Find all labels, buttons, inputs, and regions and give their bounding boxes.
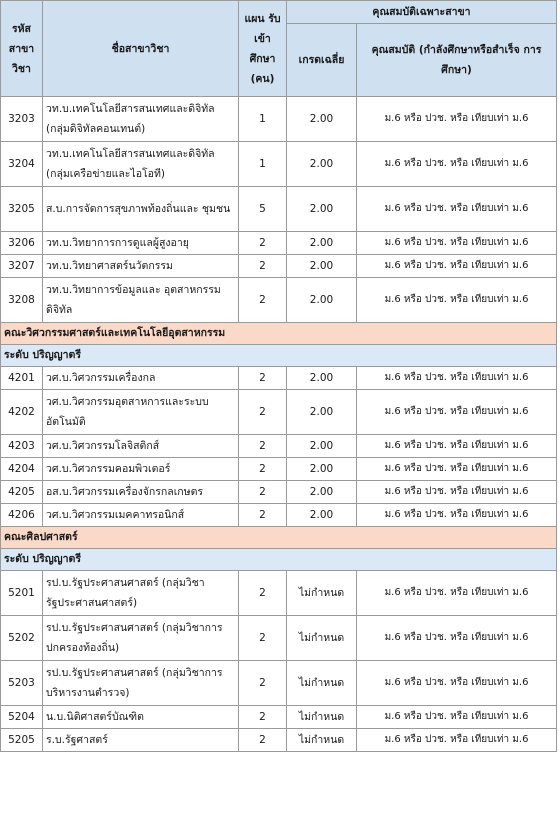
- program-code-cell: 3205: [1, 187, 43, 232]
- plan-cell: 2: [239, 232, 287, 255]
- faculty-label: คณะวิศวกรรมศาสตร์และเทคโนโลยีอุตสาหกรรม: [1, 323, 557, 345]
- program-code-cell: 3207: [1, 255, 43, 278]
- gpa-cell: 2.00: [287, 390, 357, 435]
- qualification-cell: ม.6 หรือ ปวช. หรือ เทียบเท่า ม.6: [357, 142, 557, 187]
- header-code: รหัส สาขา วิชา: [1, 1, 43, 97]
- program-name-cell: วศ.บ.วิศวกรรมเครื่องกล: [43, 367, 239, 390]
- table-row: [1, 458, 557, 481]
- gpa-cell: 2.00: [287, 97, 357, 142]
- qualification-cell: ม.6 หรือ ปวช. หรือ เทียบเท่า ม.6: [357, 706, 557, 729]
- plan-cell: 5: [239, 187, 287, 232]
- header-qual-detail: คุณสมบัติ (กำลังศึกษาหรือสำเร็จ การศึกษา): [357, 24, 557, 97]
- level-label: ระดับ ปริญญาตรี: [1, 549, 557, 571]
- table-row: [1, 435, 557, 458]
- plan-cell: 2: [239, 458, 287, 481]
- gpa-cell: 2.00: [287, 367, 357, 390]
- header-qualifications: คุณสมบัติเฉพาะสาขา: [287, 1, 557, 24]
- table-row: [1, 481, 557, 504]
- program-name-cell: วท.บ.เทคโนโลยีสารสนเทศและดิจิทัล (กลุ่มดิจิทัลคอนเทนต์): [43, 97, 239, 142]
- qualification-cell: ม.6 หรือ ปวช. หรือ เทียบเท่า ม.6: [357, 435, 557, 458]
- qualification-cell: ม.6 หรือ ปวช. หรือ เทียบเท่า ม.6: [357, 232, 557, 255]
- program-name-cell: น.บ.นิติศาสตร์บัณฑิต: [43, 706, 239, 729]
- table-row: [1, 142, 557, 187]
- plan-cell: 2: [239, 390, 287, 435]
- program-code-cell: 3204: [1, 142, 43, 187]
- plan-cell: 1: [239, 142, 287, 187]
- program-name-cell: วศ.บ.วิศวกรรมโลจิสติกส์: [43, 435, 239, 458]
- qualification-cell: ม.6 หรือ ปวช. หรือ เทียบเท่า ม.6: [357, 187, 557, 232]
- program-code-cell: 4201: [1, 367, 43, 390]
- faculty-row: [1, 323, 557, 345]
- program-code-cell: 5204: [1, 706, 43, 729]
- gpa-cell: 2.00: [287, 187, 357, 232]
- gpa-cell: ไม่กำหนด: [287, 616, 357, 661]
- gpa-cell: 2.00: [287, 458, 357, 481]
- program-code-cell: 3203: [1, 97, 43, 142]
- level-row: [1, 549, 557, 571]
- program-name-cell: วท.บ.เทคโนโลยีสารสนเทศและดิจิทัล (กลุ่มเครือข่ายและไอโอที): [43, 142, 239, 187]
- program-name-cell: วศ.บ.วิศวกรรมเมคคาทรอนิกส์: [43, 504, 239, 527]
- gpa-cell: ไม่กำหนด: [287, 706, 357, 729]
- qualification-cell: ม.6 หรือ ปวช. หรือ เทียบเท่า ม.6: [357, 504, 557, 527]
- plan-cell: 2: [239, 504, 287, 527]
- program-name-cell: ร.บ.รัฐศาสตร์: [43, 729, 239, 752]
- gpa-cell: ไม่กำหนด: [287, 571, 357, 616]
- program-code-cell: 4205: [1, 481, 43, 504]
- program-name-cell: อส.บ.วิศวกรรมเครื่องจักรกลเกษตร: [43, 481, 239, 504]
- header-gpa: เกรดเฉลี่ย: [287, 24, 357, 97]
- gpa-cell: 2.00: [287, 435, 357, 458]
- table-row: [1, 232, 557, 255]
- table-row: [1, 661, 557, 706]
- program-code-cell: 3206: [1, 232, 43, 255]
- qualification-cell: ม.6 หรือ ปวช. หรือ เทียบเท่า ม.6: [357, 255, 557, 278]
- program-code-cell: 5205: [1, 729, 43, 752]
- table-row: [1, 97, 557, 142]
- plan-cell: 2: [239, 435, 287, 458]
- plan-cell: 2: [239, 367, 287, 390]
- program-name-cell: วท.บ.วิทยาการข้อมูลและ อุตสาหกรรมดิจิทัล: [43, 278, 239, 323]
- plan-cell: 2: [239, 481, 287, 504]
- qualification-cell: ม.6 หรือ ปวช. หรือ เทียบเท่า ม.6: [357, 458, 557, 481]
- plan-cell: 2: [239, 661, 287, 706]
- program-name-cell: วศ.บ.วิศวกรรมอุตสาหการและระบบ อัตโนมัติ: [43, 390, 239, 435]
- gpa-cell: 2.00: [287, 278, 357, 323]
- program-name-cell: วท.บ.วิทยาการการดูแลผู้สูงอายุ: [43, 232, 239, 255]
- program-code-cell: 3208: [1, 278, 43, 323]
- qualification-cell: ม.6 หรือ ปวช. หรือ เทียบเท่า ม.6: [357, 571, 557, 616]
- plan-cell: 2: [239, 729, 287, 752]
- qualification-cell: ม.6 หรือ ปวช. หรือ เทียบเท่า ม.6: [357, 481, 557, 504]
- gpa-cell: 2.00: [287, 232, 357, 255]
- plan-cell: 1: [239, 97, 287, 142]
- table-row: [1, 706, 557, 729]
- program-code-cell: 4204: [1, 458, 43, 481]
- table-row: [1, 504, 557, 527]
- program-code-cell: 4202: [1, 390, 43, 435]
- qualification-cell: ม.6 หรือ ปวช. หรือ เทียบเท่า ม.6: [357, 97, 557, 142]
- faculty-row: [1, 527, 557, 549]
- program-code-cell: 5203: [1, 661, 43, 706]
- program-code-cell: 5202: [1, 616, 43, 661]
- program-code-cell: 5201: [1, 571, 43, 616]
- header-name: ชื่อสาขาวิชา: [43, 1, 239, 97]
- program-code-cell: 4206: [1, 504, 43, 527]
- program-name-cell: รป.บ.รัฐประศาสนศาสตร์ (กลุ่มวิชาการปกครองท้องถิ่น): [43, 616, 239, 661]
- plan-cell: 2: [239, 616, 287, 661]
- qualification-cell: ม.6 หรือ ปวช. หรือ เทียบเท่า ม.6: [357, 367, 557, 390]
- gpa-cell: 2.00: [287, 142, 357, 187]
- gpa-cell: 2.00: [287, 255, 357, 278]
- level-label: ระดับ ปริญญาตรี: [1, 345, 557, 367]
- table-row: [1, 187, 557, 232]
- program-name-cell: รป.บ.รัฐประศาสนศาสตร์ (กลุ่มวิชารัฐประศาสนศาสตร์): [43, 571, 239, 616]
- program-name-cell: วศ.บ.วิศวกรรมคอมพิวเตอร์: [43, 458, 239, 481]
- table-row: [1, 390, 557, 435]
- qualification-cell: ม.6 หรือ ปวช. หรือ เทียบเท่า ม.6: [357, 661, 557, 706]
- table-body: [1, 97, 557, 752]
- table-row: [1, 616, 557, 661]
- level-row: [1, 345, 557, 367]
- program-name-cell: ส.บ.การจัดการสุขภาพท้องถิ่นและ ชุมชน: [43, 187, 239, 232]
- table-row: [1, 729, 557, 752]
- table-row: [1, 255, 557, 278]
- gpa-cell: 2.00: [287, 504, 357, 527]
- program-name-cell: รป.บ.รัฐประศาสนศาสตร์ (กลุ่มวิชาการบริหารงานตำรวจ): [43, 661, 239, 706]
- program-name-cell: วท.บ.วิทยาศาสตร์นวัตกรรม: [43, 255, 239, 278]
- plan-cell: 2: [239, 278, 287, 323]
- gpa-cell: ไม่กำหนด: [287, 661, 357, 706]
- qualification-cell: ม.6 หรือ ปวช. หรือ เทียบเท่า ม.6: [357, 729, 557, 752]
- gpa-cell: 2.00: [287, 481, 357, 504]
- gpa-cell: ไม่กำหนด: [287, 729, 357, 752]
- table-row: [1, 571, 557, 616]
- table-header: [1, 1, 557, 97]
- table-row: [1, 278, 557, 323]
- qualification-cell: ม.6 หรือ ปวช. หรือ เทียบเท่า ม.6: [357, 616, 557, 661]
- program-code-cell: 4203: [1, 435, 43, 458]
- faculty-label: คณะศิลปศาสตร์: [1, 527, 557, 549]
- plan-cell: 2: [239, 255, 287, 278]
- plan-cell: 2: [239, 571, 287, 616]
- plan-cell: 2: [239, 706, 287, 729]
- header-plan: แผน รับเข้า ศึกษา (คน): [239, 1, 287, 97]
- qualification-cell: ม.6 หรือ ปวช. หรือ เทียบเท่า ม.6: [357, 390, 557, 435]
- table-row: [1, 367, 557, 390]
- qualification-cell: ม.6 หรือ ปวช. หรือ เทียบเท่า ม.6: [357, 278, 557, 323]
